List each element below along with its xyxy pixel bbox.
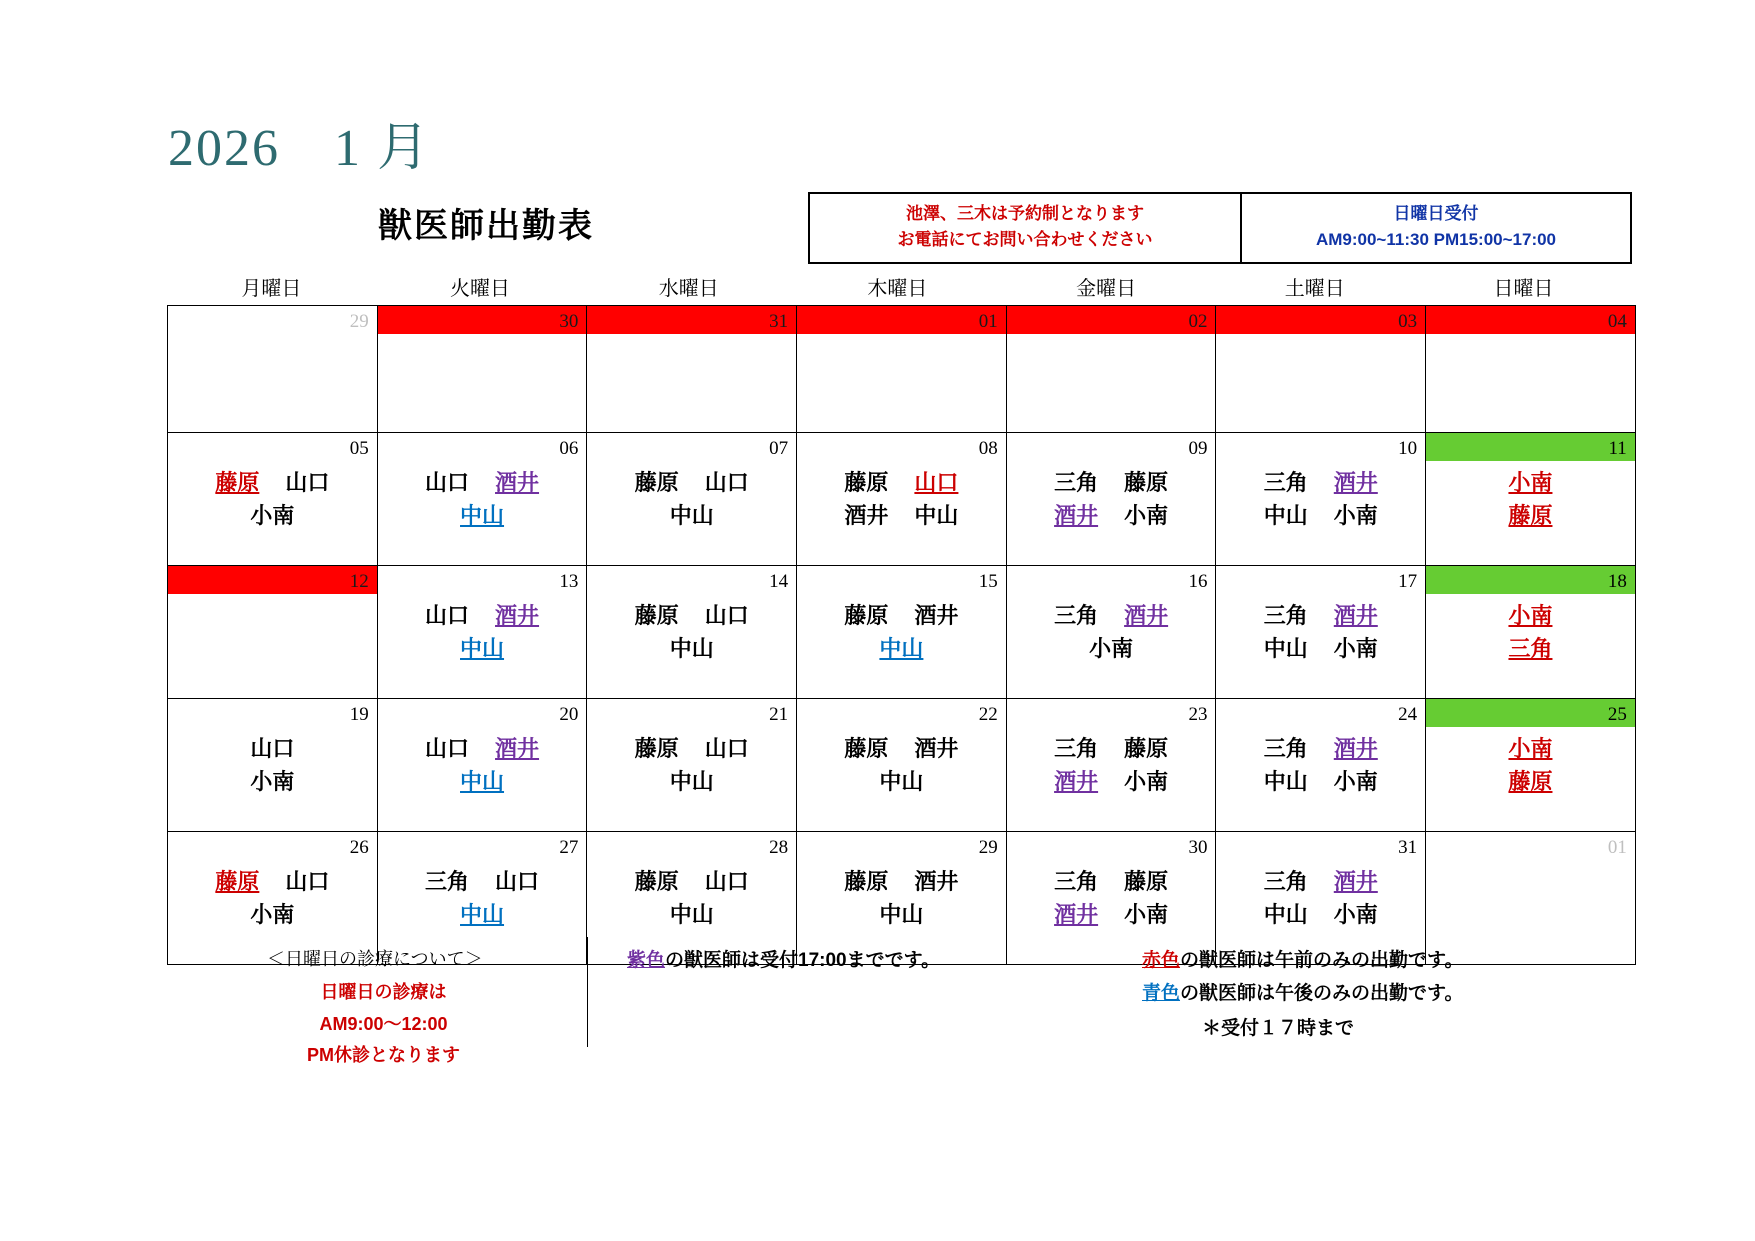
calendar-day-staff <box>378 594 587 666</box>
staff-name: 藤原 <box>634 869 679 894</box>
page-title-year-month: 2026 1 月 <box>168 120 432 177</box>
staff-row <box>1216 865 1425 898</box>
staff-row <box>797 732 1006 765</box>
staff-row <box>1007 466 1216 499</box>
calendar-cell <box>168 566 378 699</box>
calendar-day-staff <box>168 727 377 799</box>
sunday-note-line2: AM9:00〜12:00 <box>319 1013 448 1034</box>
staff-name: 藤原 <box>634 470 679 495</box>
calendar-day-staff <box>797 727 1006 799</box>
staff-name: 中山 <box>1263 769 1308 795</box>
calendar-day-staff <box>1426 727 1635 799</box>
calendar-day-number: 20 <box>559 704 579 725</box>
staff-row <box>378 466 587 499</box>
staff-name: 藤原 <box>215 869 260 894</box>
staff-name: 藤原 <box>844 470 889 495</box>
staff-name: 三角 <box>1263 470 1308 495</box>
calendar-day-staff <box>1007 860 1216 932</box>
calendar-day-staff <box>587 860 796 932</box>
staff-row <box>378 898 587 931</box>
legend-blue-text: の獣医師は午後のみの出勤です。 <box>1180 983 1464 1004</box>
staff-name: 酒井 <box>495 470 540 495</box>
staff-name: 小南 <box>1508 470 1553 495</box>
staff-row <box>1007 632 1216 665</box>
calendar-cell <box>1216 433 1426 566</box>
staff-name: 小南 <box>1508 736 1553 761</box>
weekday-header <box>167 272 1628 301</box>
staff-name: 酒井 <box>1333 603 1378 628</box>
staff-name: 小南 <box>1124 503 1169 529</box>
calendar-day-number: 02 <box>1007 306 1216 334</box>
staff-row <box>378 765 587 798</box>
staff-name: 酒井 <box>914 603 959 628</box>
staff-name: 藤原 <box>844 869 889 894</box>
calendar-cell <box>797 433 1007 566</box>
staff-name: 酒井 <box>495 736 540 761</box>
staff-row <box>1007 499 1216 532</box>
staff-name: 三角 <box>1054 736 1099 761</box>
legend-blue-key: 青色 <box>1142 983 1181 1004</box>
staff-name: 三角 <box>1263 736 1308 761</box>
calendar-cell <box>1426 433 1636 566</box>
staff-row <box>587 499 796 532</box>
calendar-day-staff <box>1007 461 1216 533</box>
staff-name: 中山 <box>669 769 714 795</box>
staff-name: 小南 <box>1089 636 1134 662</box>
calendar-day-staff <box>797 594 1006 666</box>
staff-name: 中山 <box>460 503 505 529</box>
staff-name: 酒井 <box>495 603 540 628</box>
calendar-cell <box>587 306 797 433</box>
calendar-day-staff <box>1007 594 1216 666</box>
calendar-cell <box>797 699 1007 832</box>
calendar-day-number: 29 <box>978 837 998 858</box>
calendar-day-number: 30 <box>1188 837 1208 858</box>
staff-name: 小南 <box>1333 636 1378 662</box>
staff-name: 山口 <box>285 869 330 894</box>
staff-name: 酒井 <box>1054 769 1099 795</box>
staff-name: 小南 <box>250 769 295 795</box>
calendar-day-number: 19 <box>349 704 369 725</box>
calendar-day-number: 06 <box>559 438 579 459</box>
staff-name: 中山 <box>879 769 924 795</box>
calendar-day-number: 23 <box>1188 704 1208 725</box>
staff-name: 三角 <box>1263 603 1308 628</box>
staff-name: 三角 <box>1263 869 1308 894</box>
calendar-cell <box>587 566 797 699</box>
notice-reservation <box>810 194 1242 262</box>
weekday-mon: 月曜日 <box>241 278 302 300</box>
staff-name: 山口 <box>425 736 470 761</box>
staff-row <box>1426 632 1635 665</box>
staff-name: 小南 <box>1333 769 1378 795</box>
weekday-sat: 土曜日 <box>1284 278 1345 300</box>
staff-name: 中山 <box>669 503 714 529</box>
notice-sunday-hours <box>1242 194 1630 262</box>
calendar-grid <box>167 305 1636 965</box>
staff-name: 藤原 <box>844 603 889 628</box>
staff-name: 小南 <box>250 902 295 928</box>
notice-sunday-hours-text: AM9:00~11:30 PM15:00~17:00 <box>1315 230 1557 249</box>
staff-name: 中山 <box>460 769 505 795</box>
calendar-day-number: 18 <box>1426 566 1635 594</box>
staff-name: 酒井 <box>1054 503 1099 529</box>
staff-name: 山口 <box>425 470 470 495</box>
staff-name: 中山 <box>879 636 924 662</box>
staff-row <box>378 732 587 765</box>
staff-row <box>797 898 1006 931</box>
staff-row <box>797 865 1006 898</box>
calendar-day-number: 03 <box>1216 306 1425 334</box>
staff-name: 山口 <box>704 603 749 628</box>
calendar-cell <box>587 699 797 832</box>
calendar-day-number: 01 <box>797 306 1006 334</box>
staff-name: 酒井 <box>1333 470 1378 495</box>
calendar-day-staff <box>378 727 587 799</box>
footer-notes <box>167 945 1628 1105</box>
staff-name: 山口 <box>704 869 749 894</box>
staff-name: 藤原 <box>1124 736 1169 761</box>
calendar-day-number: 28 <box>769 837 789 858</box>
staff-name: 中山 <box>1263 503 1308 529</box>
weekday-wed: 水曜日 <box>658 278 719 300</box>
staff-name: 中山 <box>914 503 959 529</box>
staff-row <box>1426 765 1635 798</box>
sunday-note-heading: ＜日曜日の診療について＞ <box>267 949 483 969</box>
legend-purple-key: 紫色 <box>627 950 666 971</box>
staff-row <box>1216 632 1425 665</box>
staff-row <box>168 499 377 532</box>
staff-name: 三角 <box>1508 636 1553 662</box>
staff-row <box>168 732 377 765</box>
staff-row <box>587 865 796 898</box>
calendar-cell <box>1006 306 1216 433</box>
staff-row <box>378 499 587 532</box>
staff-row <box>797 599 1006 632</box>
calendar-cell <box>797 566 1007 699</box>
calendar-day-number: 21 <box>769 704 789 725</box>
staff-row <box>1216 466 1425 499</box>
calendar-day-number: 01 <box>1607 837 1627 858</box>
staff-name: 藤原 <box>215 470 260 495</box>
staff-row <box>587 765 796 798</box>
staff-name: 山口 <box>285 470 330 495</box>
staff-row <box>168 466 377 499</box>
staff-name: 山口 <box>914 470 959 495</box>
staff-name: 藤原 <box>634 603 679 628</box>
staff-name: 小南 <box>1333 902 1378 928</box>
calendar-cell <box>797 306 1007 433</box>
staff-name: 藤原 <box>844 736 889 761</box>
staff-name: 藤原 <box>1508 769 1553 795</box>
calendar-cell <box>1426 306 1636 433</box>
calendar-day-number: 10 <box>1398 438 1418 459</box>
staff-name: 中山 <box>460 636 505 662</box>
calendar-day-number: 31 <box>1398 837 1418 858</box>
staff-name: 山口 <box>250 736 295 761</box>
staff-row <box>1426 599 1635 632</box>
calendar-day-number: 08 <box>978 438 998 459</box>
calendar-cell <box>377 306 587 433</box>
calendar-cell <box>1006 433 1216 566</box>
calendar-day-number: 15 <box>978 571 998 592</box>
legend-purple-text: の獣医師は受付17:00までです。 <box>665 950 941 971</box>
legend-purple <box>627 945 940 972</box>
staff-name: 小南 <box>250 503 295 529</box>
staff-row <box>1007 732 1216 765</box>
staff-name: 藤原 <box>1508 503 1553 529</box>
calendar-cell <box>1216 306 1426 433</box>
weekday-tue: 火曜日 <box>450 278 511 300</box>
staff-row <box>168 765 377 798</box>
calendar-cell <box>168 699 378 832</box>
staff-row <box>1426 466 1635 499</box>
staff-row <box>1007 865 1216 898</box>
staff-name: 三角 <box>1054 869 1099 894</box>
notice-reservation-line2: お電話にてお問い合わせください <box>897 230 1153 249</box>
staff-name: 三角 <box>1054 470 1099 495</box>
calendar-cell <box>1006 566 1216 699</box>
staff-name: 中山 <box>669 902 714 928</box>
staff-name: 酒井 <box>1333 736 1378 761</box>
calendar-day-number: 17 <box>1398 571 1418 592</box>
staff-row <box>1216 732 1425 765</box>
sunday-note-body <box>307 977 460 1072</box>
weekday-thu: 木曜日 <box>867 278 928 300</box>
calendar-day-number: 30 <box>378 306 587 334</box>
staff-name: 山口 <box>495 869 540 894</box>
calendar-day-staff <box>587 461 796 533</box>
staff-row <box>1007 898 1216 931</box>
calendar-day-number: 27 <box>559 837 579 858</box>
staff-row <box>797 499 1006 532</box>
staff-name: 小南 <box>1508 603 1553 628</box>
staff-row <box>587 732 796 765</box>
calendar-day-number: 25 <box>1426 699 1635 727</box>
staff-name: 三角 <box>425 869 470 894</box>
staff-row <box>587 632 796 665</box>
staff-row <box>168 898 377 931</box>
page-subtitle: 獣医師出勤表 <box>378 207 594 245</box>
calendar-day-number: 29 <box>349 311 369 332</box>
notice-reservation-line1: 池澤、三木は予約制となります <box>906 203 1144 223</box>
legend-reception-note: ＊受付１７時まで <box>1202 1018 1355 1039</box>
calendar-day-number: 11 <box>1426 433 1635 461</box>
staff-row <box>1007 599 1216 632</box>
calendar-day-staff <box>168 461 377 533</box>
staff-name: 山口 <box>704 470 749 495</box>
calendar-day-number: 09 <box>1188 438 1208 459</box>
calendar-cell <box>1426 566 1636 699</box>
notice-sunday-title: 日曜日受付 <box>1393 203 1479 223</box>
staff-name: 酒井 <box>844 503 889 529</box>
calendar-day-staff <box>797 860 1006 932</box>
staff-row <box>797 765 1006 798</box>
staff-row <box>378 865 587 898</box>
calendar-cell <box>587 433 797 566</box>
sunday-note-line3: PM休診となります <box>307 1045 460 1065</box>
calendar-day-number: 05 <box>349 438 369 459</box>
staff-name: 中山 <box>1263 902 1308 928</box>
calendar-cell <box>377 566 587 699</box>
staff-row <box>587 599 796 632</box>
calendar-day-staff <box>1007 727 1216 799</box>
staff-name: 中山 <box>669 636 714 662</box>
staff-name: 小南 <box>1333 503 1378 529</box>
staff-row <box>797 466 1006 499</box>
staff-name: 藤原 <box>1124 470 1169 495</box>
staff-row <box>1426 732 1635 765</box>
calendar-day-staff <box>1216 461 1425 533</box>
staff-name: 小南 <box>1124 769 1169 795</box>
legend-red-key: 赤色 <box>1142 950 1181 971</box>
legend-red-text: の獣医師は午前のみの出勤です。 <box>1180 950 1464 971</box>
calendar-cell <box>377 699 587 832</box>
staff-row <box>587 898 796 931</box>
weekday-sun: 日曜日 <box>1493 278 1554 300</box>
calendar-day-number: 16 <box>1188 571 1208 592</box>
staff-name: 山口 <box>425 603 470 628</box>
calendar-cell <box>1426 699 1636 832</box>
calendar-day-number: 12 <box>168 566 377 594</box>
staff-row <box>168 865 377 898</box>
calendar-day-number: 26 <box>349 837 369 858</box>
calendar-day-number: 24 <box>1398 704 1418 725</box>
staff-name: 中山 <box>460 902 505 928</box>
staff-row <box>797 632 1006 665</box>
staff-name: 酒井 <box>914 736 959 761</box>
calendar-day-staff <box>378 461 587 533</box>
staff-row <box>1216 499 1425 532</box>
calendar-day-number: 14 <box>769 571 789 592</box>
calendar-day-staff <box>1216 727 1425 799</box>
calendar-day-number: 04 <box>1426 306 1635 334</box>
calendar-day-staff <box>1216 594 1425 666</box>
weekday-fri: 金曜日 <box>1076 278 1137 300</box>
legend-red <box>1142 945 1464 972</box>
staff-name: 酒井 <box>914 869 959 894</box>
calendar-cell <box>1216 699 1426 832</box>
calendar-day-number: 07 <box>769 438 789 459</box>
staff-name: 酒井 <box>1054 902 1099 928</box>
staff-name: 藤原 <box>634 736 679 761</box>
calendar-day-staff <box>587 727 796 799</box>
staff-name: 山口 <box>704 736 749 761</box>
staff-row <box>378 599 587 632</box>
calendar-day-staff <box>797 461 1006 533</box>
calendar-day-number: 22 <box>978 704 998 725</box>
sunday-note-line1: 日曜日の診療は <box>320 982 447 1002</box>
calendar-cell <box>377 433 587 566</box>
staff-name: 小南 <box>1124 902 1169 928</box>
staff-row <box>1216 898 1425 931</box>
calendar-day-number: 31 <box>587 306 796 334</box>
calendar-cell <box>1006 699 1216 832</box>
calendar-cell <box>168 433 378 566</box>
staff-name: 酒井 <box>1124 603 1169 628</box>
staff-name: 三角 <box>1054 603 1099 628</box>
legend-blue <box>1142 978 1464 1005</box>
staff-name: 中山 <box>879 902 924 928</box>
staff-name: 藤原 <box>1124 869 1169 894</box>
staff-name: 酒井 <box>1333 869 1378 894</box>
calendar-day-number: 13 <box>559 571 579 592</box>
calendar-cell <box>168 306 378 433</box>
calendar-day-staff <box>1216 860 1425 932</box>
staff-name: 中山 <box>1263 636 1308 662</box>
staff-row <box>1007 765 1216 798</box>
calendar-day-staff <box>1426 461 1635 533</box>
footer-divider <box>587 937 588 1047</box>
staff-row <box>1216 599 1425 632</box>
calendar-day-staff <box>168 860 377 932</box>
calendar-day-staff <box>378 860 587 932</box>
staff-row <box>1216 765 1425 798</box>
calendar-cell <box>1216 566 1426 699</box>
staff-row <box>1426 499 1635 532</box>
calendar-day-staff <box>587 594 796 666</box>
calendar-day-staff <box>1426 594 1635 666</box>
notice-boxes <box>808 192 1632 264</box>
staff-row <box>587 466 796 499</box>
staff-row <box>378 632 587 665</box>
